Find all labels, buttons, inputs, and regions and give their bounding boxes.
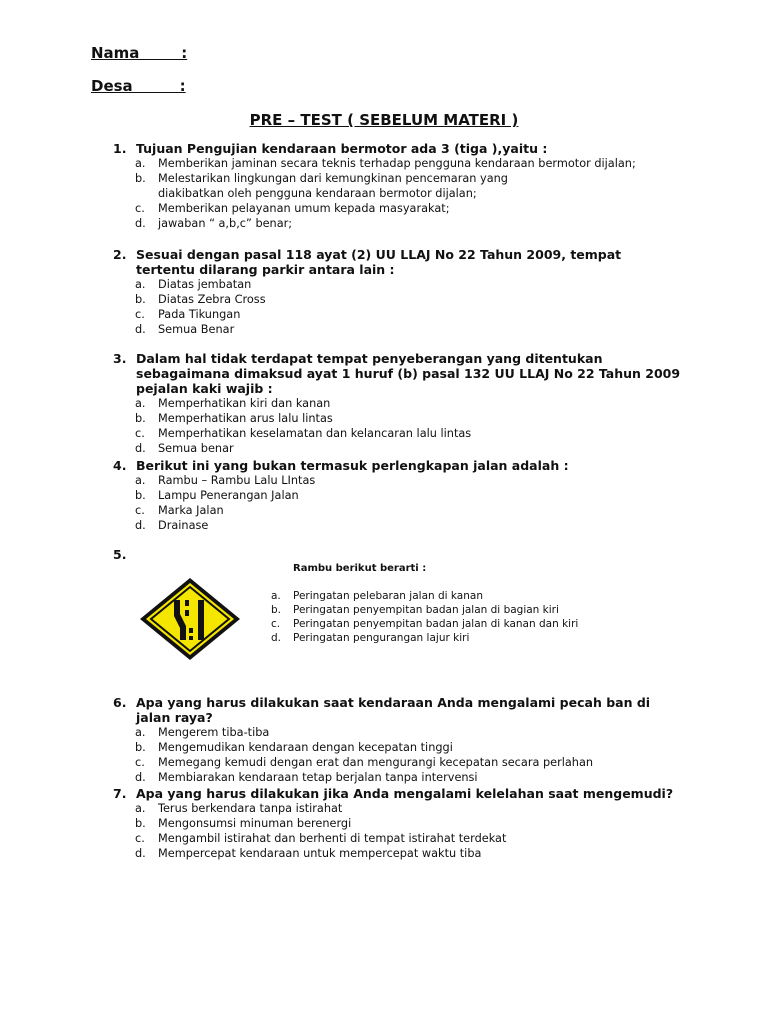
option-b: b. Peringatan penyempitan badan jalan di bagian kiri: [271, 604, 559, 616]
question-5: [271, 562, 651, 645]
option-a: a. Mengerem tiba-tiba: [135, 726, 270, 739]
question-text: Apa yang harus dilakukan jika Anda mengalami kelelahan saat mengemudi?: [136, 786, 674, 801]
option-list: [113, 156, 683, 231]
option-b: b. Mengonsumsi minuman berenergi: [135, 817, 352, 830]
option-list: [113, 396, 683, 456]
village-field-label: Desa :: [91, 77, 186, 95]
option-a: a. Terus berkendara tanpa istirahat: [135, 802, 343, 815]
question-text: Berikut ini yang bukan termasuk perlengkapan jalan adalah :: [136, 458, 569, 473]
option-c: c. Memperhatikan keselamatan dan kelancaran lalu lintas: [135, 427, 472, 440]
option-list: [113, 725, 683, 785]
option-a: a. Peringatan pelebaran jalan di kanan: [271, 590, 483, 602]
question-4: [113, 458, 683, 533]
question-text: Rambu berikut berarti :: [293, 563, 427, 574]
option-d: d. jawaban “ a,b,c” benar;: [135, 217, 293, 230]
option-a: a. Diatas jembatan: [135, 278, 252, 291]
option-c: c. Memegang kemudi dengan erat dan mengurangi kecepatan secara perlahan: [135, 756, 594, 769]
option-d: d. Semua benar: [135, 442, 234, 455]
question-text: Apa yang harus dilakukan saat kendaraan Anda mengalami pecah ban di jalan raya?: [136, 695, 651, 725]
option-list: [113, 473, 683, 533]
option-list: [113, 801, 683, 861]
option-b: b. Diatas Zebra Cross: [135, 293, 266, 306]
option-list: [271, 589, 651, 645]
question-number: 6.: [113, 695, 127, 710]
option-b: b. Memperhatikan arus lalu lintas: [135, 412, 333, 425]
option-b: b. Mengemudikan kendaraan dengan kecepatan tinggi: [135, 741, 453, 754]
question-6: [113, 695, 683, 785]
question-number: 4.: [113, 458, 127, 473]
question-text: Tujuan Pengujian kendaraan bermotor ada 3 (tiga ),yaitu :: [136, 141, 548, 156]
option-d: d. Peringatan pengurangan lajur kiri: [271, 632, 470, 644]
option-b: b. Lampu Penerangan Jalan: [135, 489, 299, 502]
page-title: PRE – TEST ( SEBELUM MATERI ): [249, 111, 519, 129]
option-c: c. Memberikan pelayanan umum kepada masyarakat;: [135, 202, 450, 215]
option-c: c. Mengambil istirahat dan berhenti di tempat istirahat terdekat: [135, 832, 507, 845]
question-number: 1.: [113, 141, 127, 156]
option-c: c. Peringatan penyempitan badan jalan di kanan dan kiri: [271, 618, 579, 630]
question-number: 2.: [113, 247, 127, 262]
option-a: a. Rambu – Rambu Lalu LIntas: [135, 474, 316, 487]
question-2: [113, 247, 683, 337]
option-a: a. Memperhatikan kiri dan kanan: [135, 397, 331, 410]
question-3: [113, 351, 683, 456]
question-1: [113, 141, 683, 231]
option-list: [113, 277, 683, 337]
question-text: Dalam hal tidak terdapat tempat penyeberangan yang ditentukan sebagaimana dimaksud ayat 1 huruf (b) pasal 132 UU LLAJ No 22 Tahun 2009 pejalan kaki wajib :: [136, 351, 681, 396]
question-text: Sesuai dengan pasal 118 ayat (2) UU LLAJ No 22 Tahun 2009, tempat tertentu dilarang parkir antara lain :: [136, 247, 622, 277]
option-a: a. Memberikan jaminan secara teknis terhadap pengguna kendaraan bermotor dijalan;: [135, 157, 636, 170]
question-7: [113, 786, 683, 861]
option-d: d. Drainase: [135, 519, 209, 532]
option-c: c. Pada Tikungan: [135, 308, 241, 321]
name-field-label: Nama :: [91, 44, 188, 62]
road-narrowing-warning-sign-icon: [138, 576, 242, 662]
option-b: b. Melestarikan lingkungan dari kemungkinan pencemaran yang diakibatkan oleh pengguna kendaraan bermotor dijalan;: [135, 172, 508, 200]
question-number: 3.: [113, 351, 127, 366]
option-c: c. Marka Jalan: [135, 504, 224, 517]
option-d: d. Semua Benar: [135, 323, 235, 336]
option-d: d. Mempercepat kendaraan untuk mempercepat waktu tiba: [135, 847, 482, 860]
option-d: d. Membiarakan kendaraan tetap berjalan tanpa intervensi: [135, 771, 478, 784]
question-number: 7.: [113, 786, 127, 801]
question-5-number: 5.: [113, 547, 127, 562]
